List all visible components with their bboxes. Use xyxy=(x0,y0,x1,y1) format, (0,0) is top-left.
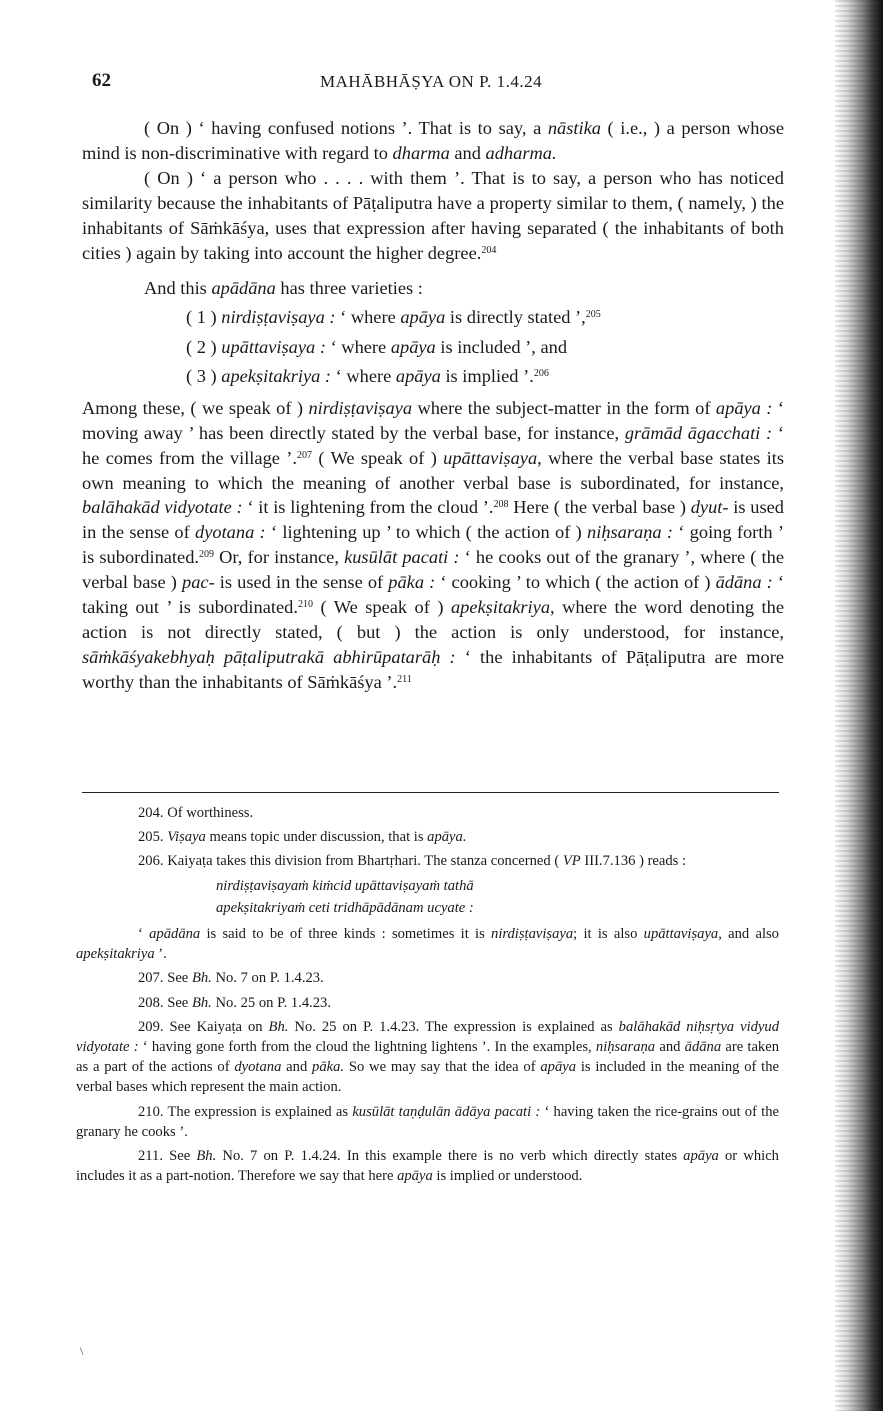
list-item: ( 3 ) apekṣitakriya : ‘ where apāya is implied ’.$^{206}$ xyxy=(186,366,549,387)
page-number: 62 xyxy=(92,70,111,91)
list-item: ( 1 ) nirdiṣṭaviṣaya : ‘ where apāya is directly stated ’,$^{205}$ xyxy=(186,307,601,328)
footnote-210: 210. The expression is explained as kusūlāt taṇḍulān ādāya pacati : ‘ having taken the rice-grains out of the granary he cooks ’. xyxy=(76,1103,779,1140)
varieties-list xyxy=(186,303,784,392)
paragraph-among-these: Among these, ( we speak of ) nirdiṣṭaviṣaya where the subject-matter in the form of apāya : ‘ moving away ’ has been directly stated by the verbal base, for instance, grāmād āgacchati : ‘ he comes from the village ’.$^{207}$ ( We speak of ) upāttaviṣaya, where the verbal base states its own meaning to which the meaning of another verbal base is subordinated, for instance, balāhakād vidyotate : ‘ it is lightening from the cloud ’.$^{208}$ Here ( the verbal base ) dyut- is used in the sense of dyotana : ‘ lightening up ’ to which ( the action of ) niḥsaraṇa : ‘ going forth ’ is subordinated.$^{209}$ Or, for instance, kusūlāt pacati : ‘ he cooks out of the granary ’, where ( the verbal base ) pac- is used in the sense of pāka : ‘ cooking ’ to which ( the action of ) ādāna : ‘ taking out ’ is subordinated.$^{210}$ ( We speak of ) apekṣitakriya, where the word denoting the action is not directly stated, ( but ) the action is only understood, for instance, sāṁkāśyakebhyaḥ pāṭaliputrakā abhirūpatarāḥ : ‘ the inhabitants of Pāṭaliputra are more worthy than the inhabitants of Sāṁkāśya ’.$^{211}$ xyxy=(82,397,785,692)
paragraph-varieties-intro: And this apādāna has three varieties : xyxy=(144,278,423,299)
paragraph-confused-notions: ( On ) ‘ having confused notions ’. That is to say, a nāstika ( i.e., ) a person whose mind is non-discriminative with regard to dharma and adharma. xyxy=(82,118,784,163)
footnote-211: 211. See Bh. No. 7 on P. 1.4.24. In this example there is no verb which directly states apāya or which includes it as a part-notion. Therefore we say that here apāya is implied or understood. xyxy=(76,1148,779,1185)
main-text xyxy=(82,116,784,695)
footnote-209: 209. See Kaiyaṭa on Bh. No. 25 on P. 1.4.23. The expression is explained as balāhakād niḥsṛtya vidyud vidyotate : ‘ having gone forth from the cloud the lightning lightens ’. In the examples, niḥsaraṇa and ādāna are taken as a part of the actions of dyotana and pāka. So we may say that the idea of apāya is included in the meaning of the verbal bases which represent the main action. xyxy=(76,1018,779,1096)
footnote-206-verse-line-2: apekṣitakriyaṁ ceti tridhāpādānam ucyate : xyxy=(216,899,474,916)
scan-mark: \ xyxy=(80,1344,84,1358)
paragraph-person-who: ( On ) ‘ a person who . . . . with them ’. That is to say, a person who has noticed similarity because the inhabitants of Pāṭaliputra have a property similar to them, ( namely, ) the inhabitants of Sāṁkāśya, uses that expression after having separated ( the inhabitants of both cities ) again by taking into account the higher degree.$^{204}$ xyxy=(82,167,784,263)
footnote-206-verse-line-1: nirdiṣṭaviṣayaṁ kiṁcid upāttaviṣayaṁ tathā xyxy=(216,877,474,894)
footnote-208: 208. See Bh. No. 25 on P. 1.4.23. xyxy=(138,994,332,1011)
running-head: MAHĀBHĀṢYA ON P. 1.4.24 xyxy=(320,72,543,91)
footnote-206: 206. Kaiyaṭa takes this division from Bhartṛhari. The stanza concerned ( VP III.7.136 ) reads : xyxy=(138,853,687,870)
footnote-ref-204: 204 xyxy=(481,244,497,256)
footnote-207: 207. See Bh. No. 7 on P. 1.4.23. xyxy=(138,970,324,987)
footnotes xyxy=(76,803,779,1190)
page-edge-shadow xyxy=(835,0,883,1411)
footnote-204: 204. Of worthiness. xyxy=(138,805,254,821)
footnote-205: 205. Viṣaya means topic under discussion, that is apāya. xyxy=(138,829,467,846)
page-header xyxy=(92,70,792,96)
footnote-divider xyxy=(82,792,779,793)
list-item: ( 2 ) upāttaviṣaya : ‘ where apāya is included ’, and xyxy=(186,336,568,357)
footnote-206-translation: ‘ apādāna is said to be of three kinds : sometimes it is nirdiṣṭaviṣaya; it is also upāttaviṣaya, and also apekṣitakriya ’. xyxy=(76,926,779,963)
